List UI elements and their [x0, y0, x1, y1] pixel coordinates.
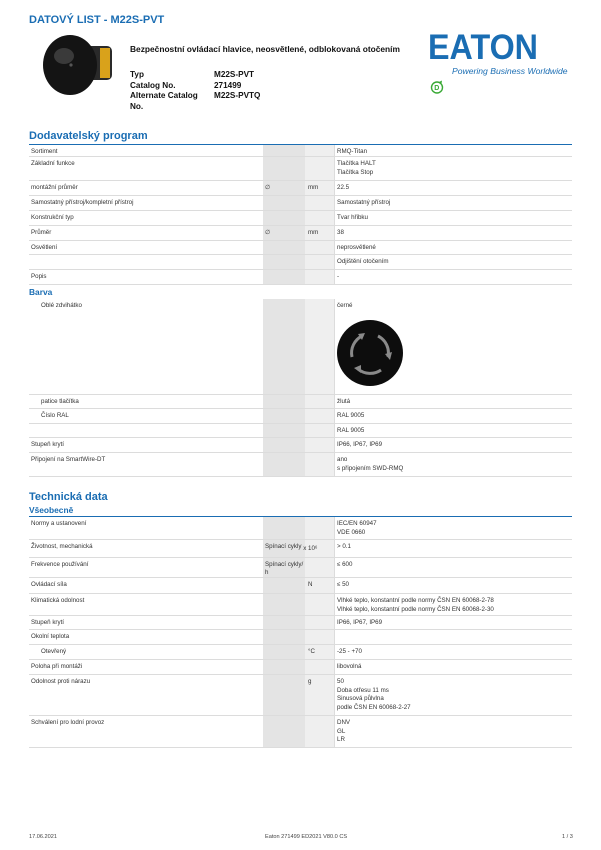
table-row: patice tlačítka žlutá: [29, 395, 572, 409]
row-value: 38: [337, 229, 344, 236]
table-row: [29, 424, 572, 438]
table-row: Osvětlení neprosvětlené: [29, 241, 572, 255]
table-row: Popis -: [29, 270, 572, 285]
product-image: [40, 30, 114, 100]
table-row: Číslo RAL RAL 9005: [29, 409, 572, 424]
table-row: Životnost, mechanická Spínací cykly x 10⁶ > 0.1: [29, 540, 572, 558]
table-row: Průměr ∅ mm 38: [29, 226, 572, 241]
row-value: IP66, IP67, IP69: [337, 441, 383, 448]
row-value: ≤ 50: [337, 581, 349, 588]
row-value: RMQ-Titan: [337, 148, 368, 155]
meta-row: Alternate Catalog M22S-PVTQ: [130, 91, 261, 100]
row-value: ≤ 600: [337, 561, 353, 568]
product-description: Bezpečnostní ovládací hlavice, neosvětlené, odblokovaná otočením: [130, 44, 400, 54]
row-value: -: [337, 273, 340, 280]
footer-page-number: 1 / 3: [562, 834, 573, 840]
row-value: žlutá: [337, 398, 351, 405]
eco-design-icon: [430, 80, 444, 94]
row-value: Samostatný přístroj: [337, 199, 391, 206]
row-value: IEC/EN 60947 VDE 0660: [337, 520, 377, 536]
subsection-title-general: Všeobecně: [29, 505, 74, 515]
row-value: Vlhké teplo, konstantní podle normy ČSN EN 60068-2-78 Vlhké teplo, konstantní podle normy ČSN EN 60068-2-30: [337, 597, 494, 613]
supplier-table: [29, 145, 572, 285]
table-row: Konstrukční typ Tvar hřibku: [29, 211, 572, 226]
row-value: černé: [337, 302, 353, 309]
table-row: Poloha při montáži libovolná: [29, 660, 572, 675]
row-value: IP66, IP67, IP69: [337, 619, 383, 626]
section-title-supplier: Dodavatelský program: [29, 130, 148, 142]
document-title: DATOVÝ LIST - M22S-PVT: [29, 14, 165, 26]
table-row: Schválení pro lodní provoz DNV GL LR: [29, 716, 572, 748]
row-value: neprosvětlené: [337, 244, 376, 251]
row-value: Tvar hřibku: [337, 214, 368, 221]
table-row: Stupeň krytí IP66, IP67, IP69: [29, 616, 572, 630]
row-value: Tlačítka HALT Tlačítka Stop: [337, 160, 376, 176]
technical-table: [29, 517, 572, 748]
row-value: ano s připojením SWD-RMQ: [337, 456, 404, 472]
row-value: 50 Doba otřesu 11 ms Sinusová půlvlna podle ČSN EN 60068-2-27: [337, 678, 411, 711]
unit-label: Spínací cykly x 10⁶: [265, 543, 318, 552]
table-row: Oblé zdvihátko černé: [29, 299, 572, 395]
table-row: Ovládací síla N ≤ 50: [29, 578, 572, 594]
row-value: libovolná: [337, 663, 362, 670]
table-row: Základní funkce Tlačítka HALT Tlačítka Stop: [29, 157, 572, 181]
section-title-technical: Technická data: [29, 491, 108, 503]
eaton-logo: [428, 30, 538, 62]
row-value: 22.5: [337, 184, 350, 191]
color-table: [29, 299, 572, 477]
row-value: > 0.1: [337, 543, 351, 550]
subsection-title-color: Barva: [29, 287, 53, 297]
row-value: RAL 9005: [337, 412, 365, 419]
footer-date: 17.06.2021: [29, 834, 57, 840]
tagline: Powering Business Worldwide: [452, 66, 568, 76]
table-row: Okolní teplota: [29, 630, 572, 645]
table-row: Sortiment RMQ-Titan: [29, 145, 572, 157]
meta-row: No.: [130, 101, 144, 111]
footer-document-id: Eaton 271499 ED2021 V80.0 CS: [265, 834, 348, 840]
table-row: Frekvence používání Spínací cykly/ h ≤ 600: [29, 558, 572, 578]
table-row: Samostatný přístroj/kompletní přístroj Samostatný přístroj: [29, 196, 572, 211]
row-value: Odjištění otočením: [337, 258, 389, 265]
svg-text:D: D: [434, 85, 440, 93]
table-row: Připojení na SmartWire-DT ano s připojením SWD-RMQ: [29, 453, 572, 477]
table-row: [29, 255, 572, 270]
row-value: DNV GL LR: [337, 719, 351, 743]
table-row: Stupeň krytí IP66, IP67, IP69: [29, 438, 572, 453]
table-row: Odolnost proti nárazu g 50 Doba otřesu 11 ms Sinusová půlvlna podle ČSN EN 60068-2-27: [29, 675, 572, 716]
unit-label: Spínací cykly/ h: [265, 561, 304, 576]
product-meta: [130, 70, 260, 112]
table-row: Otevřený °C -25 - +70: [29, 645, 572, 660]
meta-row: Typ M22S-PVT: [130, 70, 255, 79]
table-row: Klimatická odolnost Vlhké teplo, konstantní podle normy ČSN EN 60068-2-78 Vlhké teplo, konstantní podle normy ČSN EN 60068-2-30: [29, 594, 572, 616]
row-value: -25 - +70: [337, 648, 362, 655]
table-row: montážní průměr ∅ mm 22.5: [29, 181, 572, 196]
product-top-view-image: [336, 319, 404, 387]
table-row: Normy a ustanovení IEC/EN 60947 VDE 0660: [29, 517, 572, 540]
svg-text:EATON: EATON: [428, 30, 538, 62]
meta-row: Catalog No. 271499: [130, 80, 242, 90]
row-value: RAL 9005: [337, 427, 365, 434]
